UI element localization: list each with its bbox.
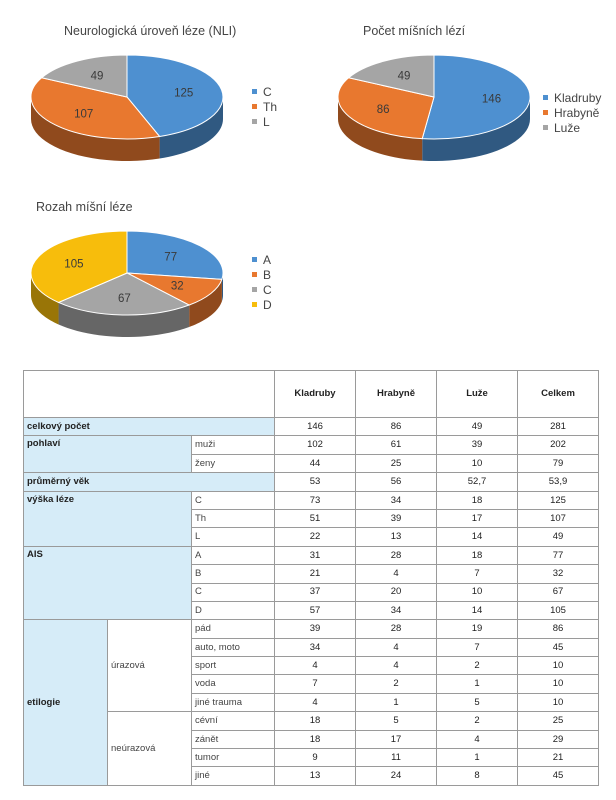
table-cell: 7: [275, 675, 356, 693]
chart-title: Počet míšních lézí: [363, 24, 466, 38]
column-header: Hrabyně: [356, 371, 437, 418]
row-label: pohlaví: [24, 436, 192, 473]
table-cell: 34: [356, 491, 437, 509]
table-cell: 45: [518, 767, 599, 785]
table-cell: 51: [275, 509, 356, 527]
table-cell: 102: [275, 436, 356, 454]
legend-swatch: [252, 302, 257, 307]
table-cell: 44: [275, 454, 356, 472]
table-row: [24, 418, 599, 436]
table-cell: 28: [356, 546, 437, 564]
table-cell: 86: [356, 418, 437, 436]
table-cell: 18: [275, 712, 356, 730]
table-cell: 61: [356, 436, 437, 454]
pie-data-label: 49: [397, 70, 411, 83]
table-cell: 8: [437, 767, 518, 785]
table-row: [24, 491, 599, 509]
table-row: [24, 712, 599, 730]
table-cell: 52,7: [437, 473, 518, 491]
table-cell: 39: [437, 436, 518, 454]
legend-label: A: [263, 252, 272, 267]
legend-swatch: [252, 104, 257, 109]
table-row: [24, 436, 599, 454]
pie-data-label: 146: [481, 93, 502, 106]
table-cell: 73: [275, 491, 356, 509]
row-group-label: neúrazová: [108, 712, 192, 786]
row-label: průměrný věk: [24, 473, 275, 491]
pie-chart-lesion-count-svg: [327, 50, 542, 175]
row-sublabel: tumor: [192, 749, 275, 767]
table-cell: 4: [275, 657, 356, 675]
table-cell: 10: [518, 693, 599, 711]
pie-data-label: 32: [170, 280, 184, 293]
table-row: [24, 620, 599, 638]
table-cell: 22: [275, 528, 356, 546]
table-cell: 24: [356, 767, 437, 785]
chart-title: Rozah míšní léze: [36, 200, 133, 214]
table-cell: 4: [356, 657, 437, 675]
table-cell: 18: [437, 491, 518, 509]
table-cell: 25: [518, 712, 599, 730]
table-header-row: [24, 371, 599, 418]
table-cell: 18: [275, 730, 356, 748]
legend-item: [252, 114, 277, 129]
table-cell: 67: [518, 583, 599, 601]
table-cell: 57: [275, 601, 356, 619]
table-cell: 13: [275, 767, 356, 785]
table-cell: 202: [518, 436, 599, 454]
legend-label: D: [263, 297, 272, 312]
table-cell: 53: [275, 473, 356, 491]
table-cell: 7: [437, 565, 518, 583]
column-header: Celkem: [518, 371, 599, 418]
legend-item: [252, 252, 272, 267]
chart-legend: [252, 84, 277, 129]
pie-data-label: 49: [90, 70, 104, 83]
legend-label: Hrabyně: [554, 105, 600, 120]
row-label: AIS: [24, 546, 192, 620]
table-cell: 56: [356, 473, 437, 491]
legend-swatch: [252, 89, 257, 94]
row-label: výška léze: [24, 491, 192, 546]
table-cell: 105: [518, 601, 599, 619]
chart-legend: [252, 252, 272, 312]
row-sublabel: auto, moto: [192, 638, 275, 656]
table-cell: 281: [518, 418, 599, 436]
row-label: etilogie: [24, 620, 108, 786]
legend-item: [543, 90, 601, 105]
table-cell: 39: [356, 509, 437, 527]
table-cell: 2: [356, 675, 437, 693]
table-cell: 77: [518, 546, 599, 564]
table-cell: 21: [518, 749, 599, 767]
header-blank-cell: [24, 371, 275, 418]
row-group-label: úrazová: [108, 620, 192, 712]
table-cell: 7: [437, 638, 518, 656]
table-cell: 49: [518, 528, 599, 546]
chart-title: Neurologická úroveň léze (NLI): [64, 24, 237, 38]
table-cell: 2: [437, 657, 518, 675]
table-cell: 19: [437, 620, 518, 638]
legend-swatch: [252, 119, 257, 124]
table-cell: 146: [275, 418, 356, 436]
table-cell: 1: [356, 693, 437, 711]
table-cell: 37: [275, 583, 356, 601]
table-row: [24, 546, 599, 564]
table-cell: 86: [518, 620, 599, 638]
column-header: Kladruby: [275, 371, 356, 418]
table-cell: 39: [275, 620, 356, 638]
row-sublabel: ženy: [192, 454, 275, 472]
table-cell: 2: [437, 712, 518, 730]
table-cell: 9: [275, 749, 356, 767]
legend-swatch: [543, 95, 548, 100]
table-cell: 53,9: [518, 473, 599, 491]
legend-swatch: [543, 110, 548, 115]
table-cell: 10: [518, 675, 599, 693]
legend-item: [252, 267, 272, 282]
pie-data-label: 125: [174, 87, 194, 100]
legend-label: Luže: [554, 120, 581, 135]
table-cell: 125: [518, 491, 599, 509]
table-cell: 18: [437, 546, 518, 564]
legend-label: Th: [263, 99, 278, 114]
table-cell: 10: [437, 583, 518, 601]
table-cell: 107: [518, 509, 599, 527]
row-sublabel: A: [192, 546, 275, 564]
legend-item: [252, 84, 277, 99]
table-cell: 13: [356, 528, 437, 546]
table-cell: 25: [356, 454, 437, 472]
table-cell: 14: [437, 601, 518, 619]
table-cell: 34: [356, 601, 437, 619]
legend-label: L: [263, 114, 270, 129]
row-sublabel: muži: [192, 436, 275, 454]
table-cell: 79: [518, 454, 599, 472]
table-cell: 21: [275, 565, 356, 583]
legend-label: C: [263, 282, 272, 297]
column-header: Luže: [437, 371, 518, 418]
table-cell: 17: [437, 509, 518, 527]
row-sublabel: sport: [192, 657, 275, 675]
table-cell: 4: [356, 565, 437, 583]
legend-label: B: [263, 267, 272, 282]
pie-chart-lesion-extent-svg: [20, 226, 235, 351]
table-cell: 34: [275, 638, 356, 656]
table-cell: 17: [356, 730, 437, 748]
row-sublabel: D: [192, 601, 275, 619]
legend-item: [543, 105, 601, 120]
chart-legend: [543, 90, 601, 135]
table-cell: 29: [518, 730, 599, 748]
row-sublabel: L: [192, 528, 275, 546]
table-cell: 14: [437, 528, 518, 546]
row-sublabel: jiné trauma: [192, 693, 275, 711]
row-sublabel: Th: [192, 509, 275, 527]
table-cell: 45: [518, 638, 599, 656]
legend-label: Kladruby: [554, 90, 602, 105]
legend-item: [543, 120, 601, 135]
pie-data-label: 67: [118, 293, 131, 306]
table-cell: 28: [356, 620, 437, 638]
legend-item: [252, 282, 272, 297]
row-label: celkový počet: [24, 418, 275, 436]
row-sublabel: cévní: [192, 712, 275, 730]
legend-swatch: [252, 272, 257, 277]
legend-swatch: [252, 287, 257, 292]
lesion-stats-table: [23, 370, 599, 786]
pie-data-label: 86: [376, 103, 390, 116]
table-cell: 4: [356, 638, 437, 656]
table-cell: 5: [356, 712, 437, 730]
pie-data-label: 105: [64, 258, 84, 271]
row-sublabel: voda: [192, 675, 275, 693]
legend-item: [252, 297, 272, 312]
table-cell: 31: [275, 546, 356, 564]
table-cell: 10: [518, 657, 599, 675]
table-cell: 5: [437, 693, 518, 711]
table-row: [24, 473, 599, 491]
table-cell: 32: [518, 565, 599, 583]
pie-data-label: 77: [164, 251, 178, 264]
table-cell: 4: [275, 693, 356, 711]
table-cell: 20: [356, 583, 437, 601]
table-cell: 1: [437, 749, 518, 767]
row-sublabel: pád: [192, 620, 275, 638]
table-cell: 11: [356, 749, 437, 767]
table-cell: 10: [437, 454, 518, 472]
table-cell: 1: [437, 675, 518, 693]
row-sublabel: jiné: [192, 767, 275, 785]
legend-swatch: [252, 257, 257, 262]
pie-chart-nli-svg: [20, 50, 235, 175]
table-cell: 49: [437, 418, 518, 436]
pie-data-label: 107: [74, 108, 94, 121]
table-cell: 4: [437, 730, 518, 748]
row-sublabel: zánět: [192, 730, 275, 748]
row-sublabel: B: [192, 565, 275, 583]
legend-label: C: [263, 84, 272, 99]
row-sublabel: C: [192, 491, 275, 509]
legend-item: [252, 99, 277, 114]
row-sublabel: C: [192, 583, 275, 601]
legend-swatch: [543, 125, 548, 130]
